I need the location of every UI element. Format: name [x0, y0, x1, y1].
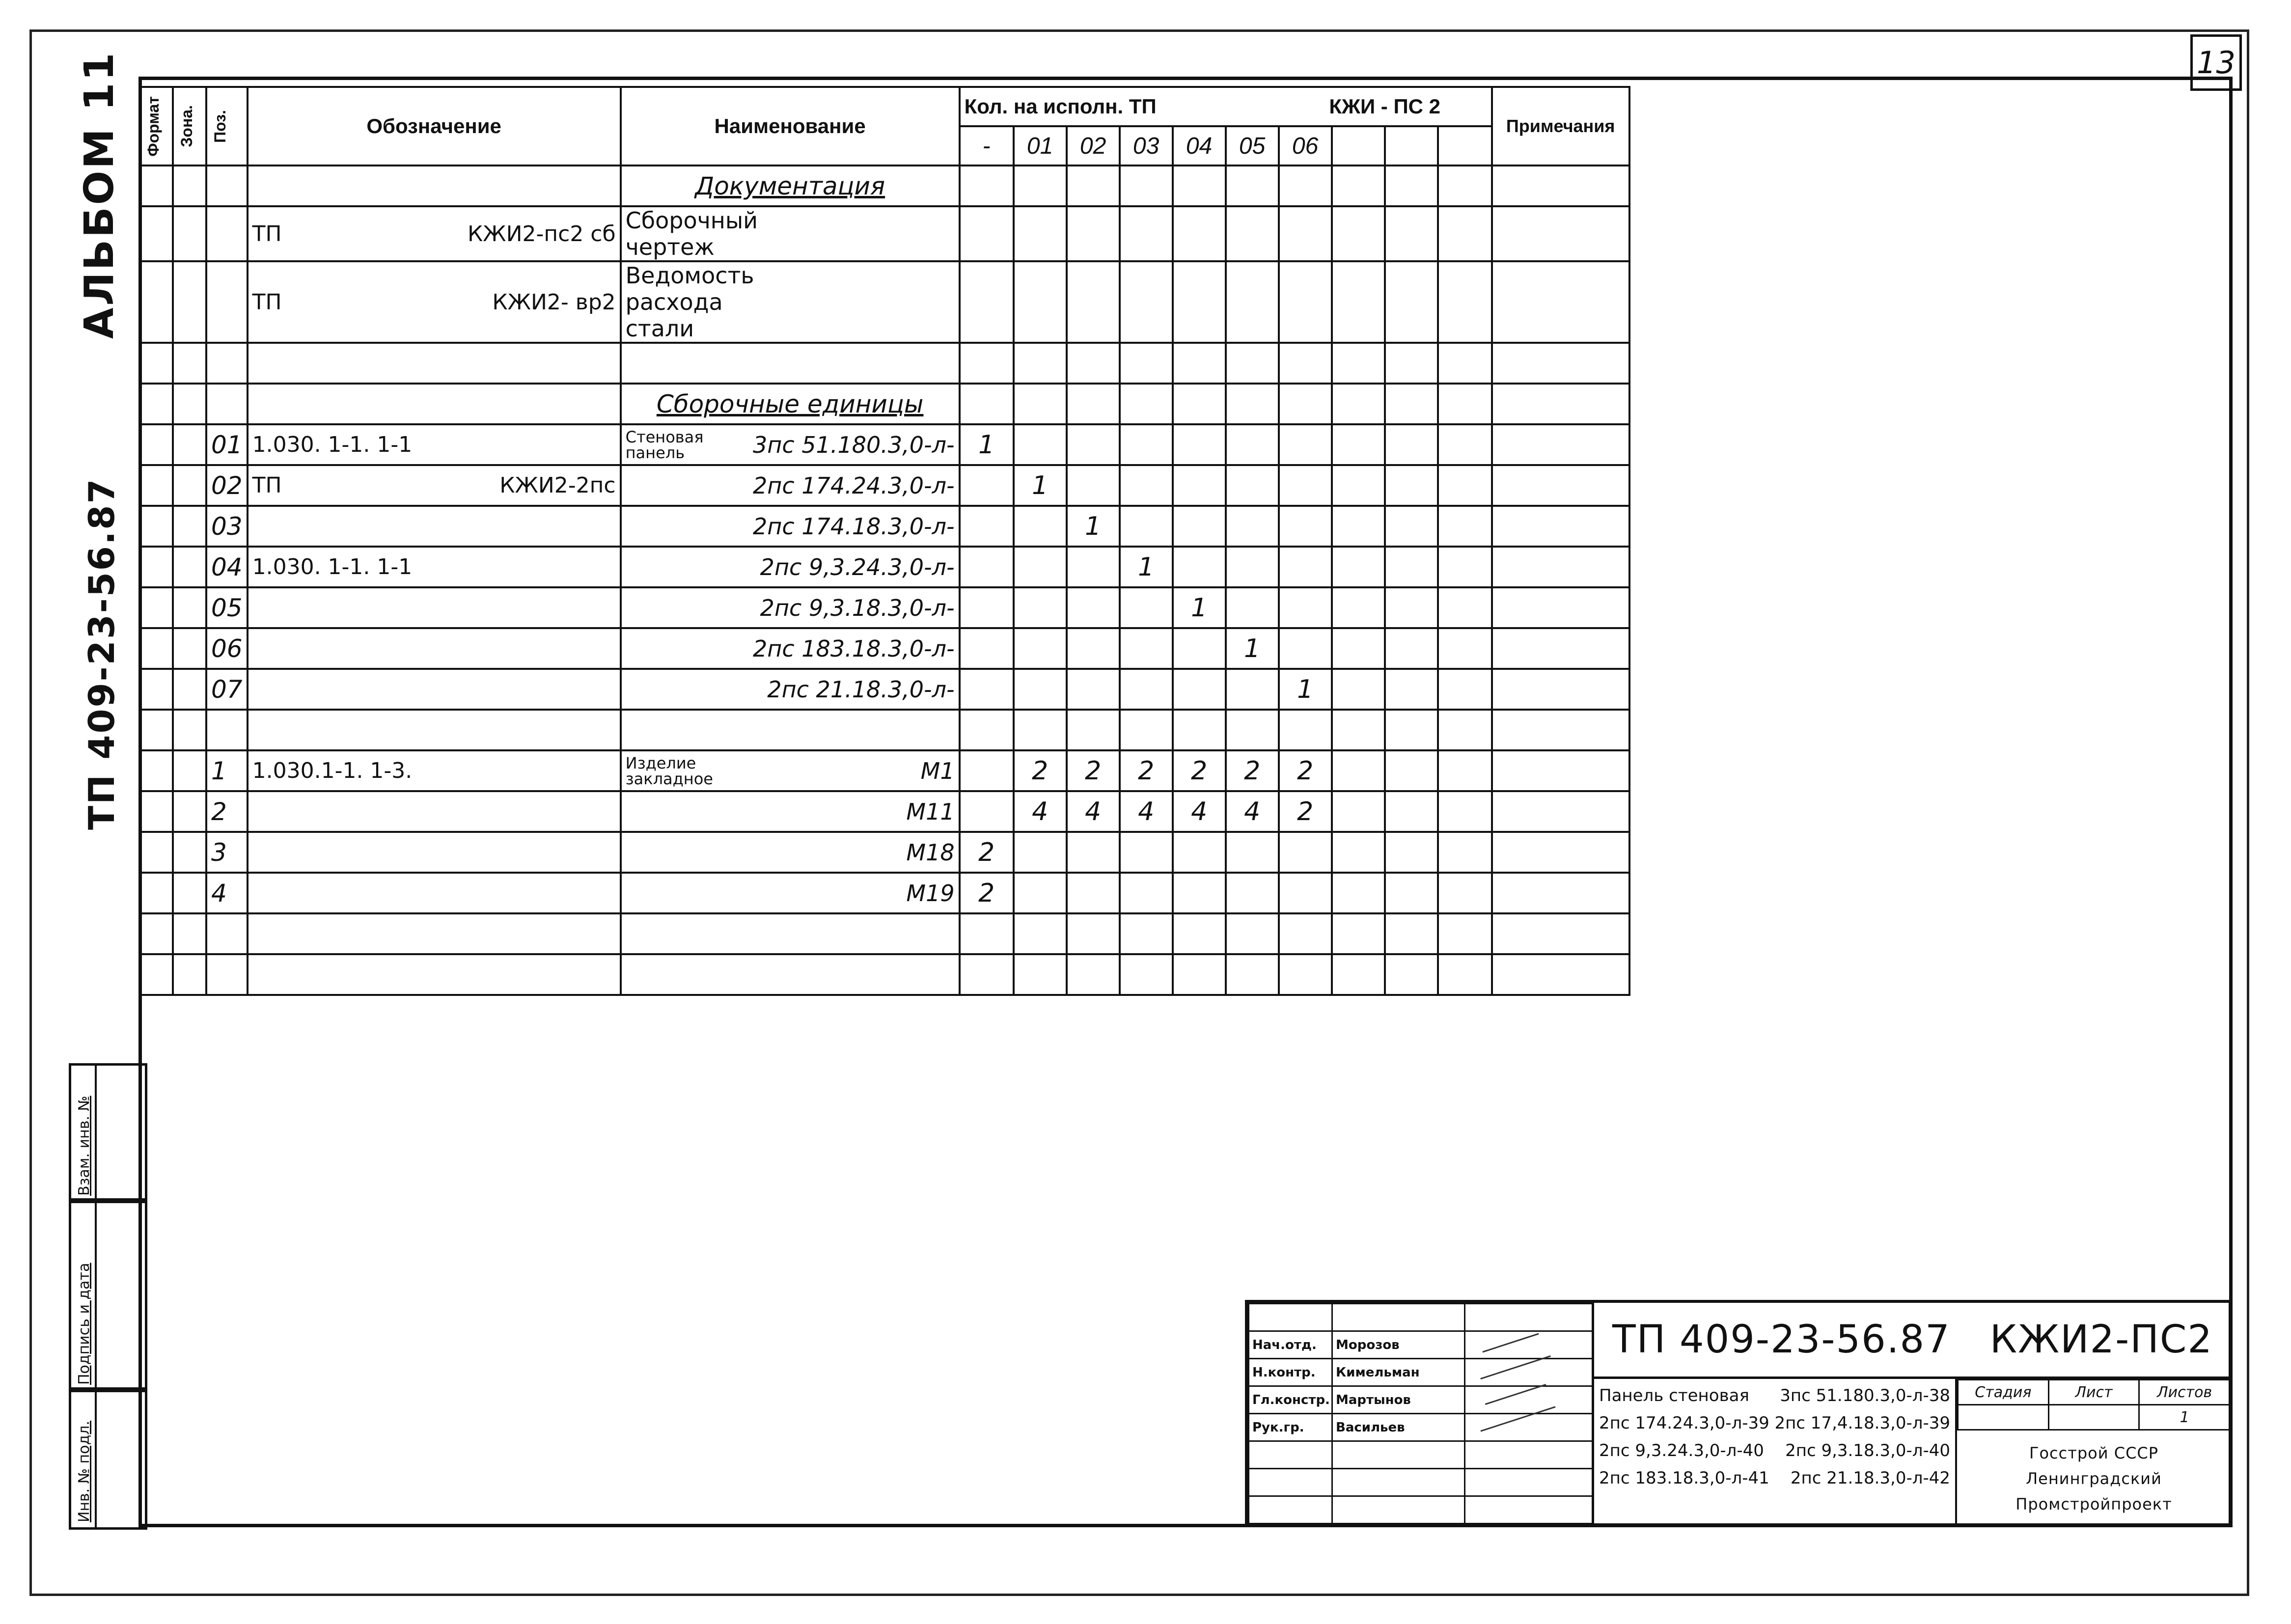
qty-cell: 2 [1067, 750, 1120, 791]
position-number [206, 343, 248, 384]
name-cell [621, 954, 960, 995]
header-qty [960, 87, 1492, 126]
position-number: 02 [206, 465, 248, 506]
table-row [139, 791, 1629, 832]
qty-cell [1173, 547, 1226, 587]
position-number [206, 206, 248, 261]
qty-cell: 2 [1226, 750, 1279, 791]
name-line-left: 2пс 183.18.3,0-л-41 [1599, 1468, 1769, 1488]
qty-cell [1173, 954, 1226, 995]
position-number: 01 [206, 424, 248, 465]
table-row [139, 832, 1629, 873]
name-right: М11 [906, 798, 955, 825]
label-inv-replace: Взам. инв. № [76, 1096, 93, 1196]
name-right: 2пс 174.18.3,0-л- [753, 513, 955, 540]
qty-cell [1120, 628, 1173, 669]
qty-cell [1226, 206, 1279, 261]
qty-cell [1067, 913, 1120, 954]
qty-cell: 2 [1279, 750, 1332, 791]
header-name: Наименование [621, 87, 960, 165]
name-cell [621, 832, 960, 873]
title-block [1245, 1300, 2232, 1526]
qty-cell [1173, 913, 1226, 954]
name-cell [621, 750, 960, 791]
table-row [139, 628, 1629, 669]
person: Морозов [1332, 1331, 1465, 1359]
name-cell [621, 547, 960, 587]
position-number: 03 [206, 506, 248, 547]
designation-right: КЖИ2-пс2 сб [467, 221, 616, 247]
name-cell [621, 206, 960, 261]
qty-cell [1067, 547, 1120, 587]
org-line: Промстройпроект [2015, 1495, 2172, 1514]
qty-cell [1067, 832, 1120, 873]
qty-cell [960, 261, 1014, 343]
qty-cell [1279, 954, 1332, 995]
header-zone: Зона. [173, 87, 206, 165]
qty-cell [1067, 384, 1120, 424]
qty-cell [1173, 710, 1226, 750]
header-qty-title: Кол. на исполн. ТП [964, 95, 1157, 118]
name-line-right: 2пс 9,3.18.3,0-л-40 [1785, 1441, 1950, 1460]
name-left: Стеновая панель [625, 427, 704, 462]
qty-cell [1279, 873, 1332, 913]
qty-cell [1226, 384, 1279, 424]
qty-cell [960, 669, 1014, 710]
table-row [139, 343, 1629, 384]
designation-cell [248, 791, 621, 832]
qty-cell: 1 [1226, 628, 1279, 669]
name-cell [621, 424, 960, 465]
role: Нач.отд. [1249, 1331, 1332, 1359]
qty-cell [1014, 424, 1067, 465]
table-row [139, 465, 1629, 506]
qty-cell [1014, 384, 1067, 424]
name-right: 2пс 9,3.18.3,0-л- [760, 594, 955, 621]
position-number [206, 261, 248, 343]
designation-left: 1.030.1-1. 1-3. [252, 758, 413, 783]
designation-cell [248, 384, 621, 424]
qty-cell: 1 [960, 424, 1014, 465]
role: Рук.гр. [1249, 1414, 1332, 1441]
qty-cell [1226, 261, 1279, 343]
qty-cell: 1 [1120, 547, 1173, 587]
qty-cell [1120, 165, 1173, 206]
code-product: КЖИ2-ПС2 [1989, 1318, 2213, 1362]
section-heading: Сборочные единицы [621, 384, 960, 424]
table-row [139, 206, 1629, 261]
qty-cell [960, 710, 1014, 750]
qty-cell [1173, 384, 1226, 424]
qty-cell [1067, 465, 1120, 506]
qty-cell [1279, 206, 1332, 261]
qty-cell [1067, 261, 1120, 343]
role: Н.контр. [1249, 1359, 1332, 1386]
designation-cell [248, 547, 621, 587]
name-right: 2пс 21.18.3,0-л- [767, 676, 955, 703]
position-number [206, 954, 248, 995]
qty-cell [1173, 873, 1226, 913]
table-row [139, 710, 1629, 750]
qty-cell [1279, 710, 1332, 750]
name-cell [621, 791, 960, 832]
position-number [206, 710, 248, 750]
header-format: Формат [139, 87, 173, 165]
name-cell [621, 913, 960, 954]
section-heading: Документация [621, 165, 960, 206]
qty-cell [1226, 465, 1279, 506]
designation-cell [248, 832, 621, 873]
qty-cell [1120, 832, 1173, 873]
position-number: 1 [206, 750, 248, 791]
table-row [139, 384, 1629, 424]
qty-cell [960, 913, 1014, 954]
qty-cell [1067, 628, 1120, 669]
designation-cell [248, 750, 621, 791]
table-row [139, 954, 1629, 995]
position-number [206, 384, 248, 424]
execution-header: - [960, 126, 1014, 165]
table-row [139, 587, 1629, 628]
qty-cell [1226, 710, 1279, 750]
name-line-left: 2пс 174.24.3,0-л-39 [1599, 1413, 1769, 1433]
designation-right: КЖИ2-2пс [499, 473, 616, 498]
qty-cell [1279, 343, 1332, 384]
qty-cell: 4 [1067, 791, 1120, 832]
title-code [1592, 1303, 2231, 1376]
qty-cell [1279, 628, 1332, 669]
qty-cell [1279, 165, 1332, 206]
table-row [139, 750, 1629, 791]
position-number: 05 [206, 587, 248, 628]
name-left: Сборочный чертеж [625, 207, 758, 260]
qty-cell [1173, 669, 1226, 710]
position-number [206, 165, 248, 206]
person: Мартынов [1332, 1386, 1465, 1414]
qty-cell [1279, 913, 1332, 954]
name-cell [621, 261, 960, 343]
qty-cell [1120, 424, 1173, 465]
sheets-value: 1 [2139, 1405, 2230, 1430]
designation-left: ТП [252, 221, 282, 247]
product-name-block [1592, 1376, 1955, 1523]
qty-cell [1173, 165, 1226, 206]
header-designation: Обозначение [248, 87, 621, 165]
qty-cell: 2 [1173, 750, 1226, 791]
qty-cell: 4 [1014, 791, 1067, 832]
qty-cell [1173, 506, 1226, 547]
execution-header: 03 [1120, 126, 1173, 165]
designation-cell [248, 206, 621, 261]
name-right: 2пс 9,3.24.3,0-л- [760, 553, 955, 580]
qty-cell [1120, 587, 1173, 628]
code-main: ТП 409-23-56.87 [1612, 1318, 1951, 1362]
execution-header: 04 [1173, 126, 1226, 165]
position-number [206, 913, 248, 954]
qty-cell [1014, 669, 1067, 710]
qty-cell [1173, 343, 1226, 384]
qty-cell [1120, 384, 1173, 424]
table-row [139, 424, 1629, 465]
person: Васильев [1332, 1414, 1465, 1441]
qty-cell: 2 [960, 832, 1014, 873]
header-pos: Поз. [206, 87, 248, 165]
org-line: Госстрой СССР [2029, 1444, 2159, 1462]
qty-cell [1120, 506, 1173, 547]
organization [1957, 1431, 2231, 1517]
qty-cell: 2 [1279, 791, 1332, 832]
qty-cell [1014, 547, 1067, 587]
designation-left: 1.030. 1-1. 1-1 [252, 554, 413, 579]
name-left: Изделие закладное [625, 753, 713, 788]
qty-cell [1279, 587, 1332, 628]
qty-cell [960, 384, 1014, 424]
qty-cell [960, 465, 1014, 506]
name-right: 2пс 183.18.3,0-л- [753, 635, 955, 662]
qty-cell [1120, 669, 1173, 710]
qty-cell [1014, 587, 1067, 628]
qty-cell [1226, 954, 1279, 995]
qty-cell [1226, 587, 1279, 628]
qty-cell [1014, 832, 1067, 873]
name-line-right: 2пс 21.18.3,0-л-42 [1790, 1468, 1950, 1488]
role: Гл.констр. [1249, 1386, 1332, 1414]
execution-header [1385, 126, 1438, 165]
album-label: АЛЬБОМ 11 [76, 51, 123, 339]
qty-cell [960, 206, 1014, 261]
designation-left: 1.030. 1-1. 1-1 [252, 432, 413, 457]
qty-cell [1014, 206, 1067, 261]
qty-cell [960, 343, 1014, 384]
designation-cell [248, 628, 621, 669]
designation-cell [248, 710, 621, 750]
designation-cell [248, 587, 621, 628]
qty-cell [1226, 343, 1279, 384]
box-inv-replace [69, 1063, 147, 1203]
designation-right: КЖИ2- вр2 [492, 289, 616, 315]
qty-cell [1226, 669, 1279, 710]
qty-cell [960, 954, 1014, 995]
qty-cell [1067, 587, 1120, 628]
qty-cell [1173, 424, 1226, 465]
qty-cell [1014, 506, 1067, 547]
qty-cell [1120, 913, 1173, 954]
qty-cell [960, 587, 1014, 628]
side-document-number: ТП 409-23-56.87 [81, 477, 122, 830]
qty-cell [1014, 261, 1067, 343]
qty-cell: 4 [1120, 791, 1173, 832]
box-inv-original [69, 1387, 147, 1530]
qty-cell [1120, 710, 1173, 750]
specification-body [139, 165, 1629, 995]
designation-cell [248, 261, 621, 343]
specification-table [138, 86, 1630, 996]
name-cell [621, 710, 960, 750]
signature-grid [1248, 1303, 1593, 1524]
execution-header: 02 [1067, 126, 1120, 165]
qty-cell: 1 [1067, 506, 1120, 547]
qty-cell: 4 [1226, 791, 1279, 832]
qty-cell [1279, 424, 1332, 465]
position-number: 07 [206, 669, 248, 710]
qty-cell [1014, 873, 1067, 913]
name-cell [621, 873, 960, 913]
name-cell [621, 669, 960, 710]
qty-cell [1173, 832, 1226, 873]
header-qty-code: КЖИ - ПС 2 [1329, 95, 1440, 118]
qty-cell [1014, 913, 1067, 954]
table-row [139, 547, 1629, 587]
qty-cell [1120, 343, 1173, 384]
qty-cell [1120, 954, 1173, 995]
qty-cell [1067, 710, 1120, 750]
execution-header: 01 [1014, 126, 1067, 165]
table-row [139, 669, 1629, 710]
person: Кимельман [1332, 1359, 1465, 1386]
designation-left: ТП [252, 289, 282, 315]
qty-cell [1067, 954, 1120, 995]
sheets-label: Листов [2139, 1380, 2230, 1405]
qty-cell [960, 506, 1014, 547]
designation-cell [248, 873, 621, 913]
qty-cell: 2 [1120, 750, 1173, 791]
qty-cell [1173, 206, 1226, 261]
qty-cell [1279, 832, 1332, 873]
table-row [139, 261, 1629, 343]
execution-header [1332, 126, 1385, 165]
qty-cell [1067, 873, 1120, 913]
qty-cell [960, 791, 1014, 832]
qty-cell [1279, 547, 1332, 587]
qty-cell [1279, 261, 1332, 343]
designation-cell [248, 669, 621, 710]
designation-cell [248, 465, 621, 506]
qty-cell [1014, 628, 1067, 669]
designation-cell [248, 165, 621, 206]
name-cell [621, 343, 960, 384]
designation-cell [248, 343, 621, 384]
qty-cell [1120, 465, 1173, 506]
qty-cell [1067, 206, 1120, 261]
stage-block [1955, 1376, 2231, 1526]
name-line-left: Панель стеновая [1599, 1386, 1749, 1405]
qty-cell [1226, 832, 1279, 873]
name-cell [621, 587, 960, 628]
qty-cell: 4 [1173, 791, 1226, 832]
designation-cell [248, 424, 621, 465]
name-right: М1 [920, 757, 955, 784]
qty-cell [1226, 547, 1279, 587]
designation-cell [248, 954, 621, 995]
qty-cell [1226, 506, 1279, 547]
qty-cell [1279, 384, 1332, 424]
qty-cell [960, 547, 1014, 587]
name-right: М18 [906, 839, 955, 866]
org-line: Ленинградский [2026, 1469, 2162, 1488]
qty-cell: 1 [1014, 465, 1067, 506]
qty-cell [1014, 343, 1067, 384]
position-number: 2 [206, 791, 248, 832]
qty-cell [1120, 873, 1173, 913]
execution-header [1438, 126, 1492, 165]
name-right: 2пс 174.24.3,0-л- [753, 472, 955, 499]
designation-cell [248, 913, 621, 954]
name-right: М19 [906, 880, 955, 907]
name-line-right: 3пс 51.180.3,0-л-38 [1780, 1386, 1950, 1405]
execution-header: 05 [1226, 126, 1279, 165]
qty-cell [960, 165, 1014, 206]
position-number: 3 [206, 832, 248, 873]
position-number: 04 [206, 547, 248, 587]
qty-cell [1226, 873, 1279, 913]
table-row [139, 506, 1629, 547]
qty-cell [1067, 343, 1120, 384]
designation-left: ТП [252, 473, 282, 498]
qty-cell [1067, 165, 1120, 206]
qty-cell [1067, 424, 1120, 465]
name-cell [621, 506, 960, 547]
name-line-left: 2пс 9,3.24.3,0-л-40 [1599, 1441, 1764, 1460]
qty-cell [960, 750, 1014, 791]
position-number: 06 [206, 628, 248, 669]
box-signature-date [69, 1198, 147, 1392]
name-line-right: 2пс 17,4.18.3,0-л-39 [1774, 1413, 1950, 1433]
qty-cell: 2 [960, 873, 1014, 913]
name-left: Ведомость расхода стали [625, 262, 754, 342]
qty-cell [1120, 261, 1173, 343]
qty-cell [1173, 465, 1226, 506]
qty-cell [1226, 424, 1279, 465]
qty-cell [1120, 206, 1173, 261]
qty-cell: 1 [1279, 669, 1332, 710]
label-inv-original: Инв. № подл. [76, 1421, 93, 1522]
sheet-number: 13 [2190, 34, 2242, 91]
qty-cell [1279, 506, 1332, 547]
label-signature-date: Подпись и дата [76, 1263, 93, 1385]
qty-cell [1226, 165, 1279, 206]
qty-cell [1014, 954, 1067, 995]
qty-cell [1014, 710, 1067, 750]
name-cell [621, 465, 960, 506]
stage-label: Стадия [1958, 1380, 2049, 1405]
qty-cell: 1 [1173, 587, 1226, 628]
table-row [139, 873, 1629, 913]
designation-cell [248, 506, 621, 547]
header-notes: Примечания [1492, 87, 1629, 165]
qty-cell [1279, 465, 1332, 506]
qty-cell [1014, 165, 1067, 206]
position-number: 4 [206, 873, 248, 913]
name-right: 3пс 51.180.3,0-л- [753, 431, 955, 458]
name-cell [621, 628, 960, 669]
sheet-label: Лист [2048, 1380, 2139, 1405]
table-row [139, 913, 1629, 954]
table-row [139, 165, 1629, 206]
qty-cell [960, 628, 1014, 669]
qty-cell: 2 [1014, 750, 1067, 791]
qty-cell [1226, 913, 1279, 954]
qty-cell [1173, 628, 1226, 669]
qty-cell [1067, 669, 1120, 710]
qty-cell [1173, 261, 1226, 343]
execution-header: 06 [1279, 126, 1332, 165]
